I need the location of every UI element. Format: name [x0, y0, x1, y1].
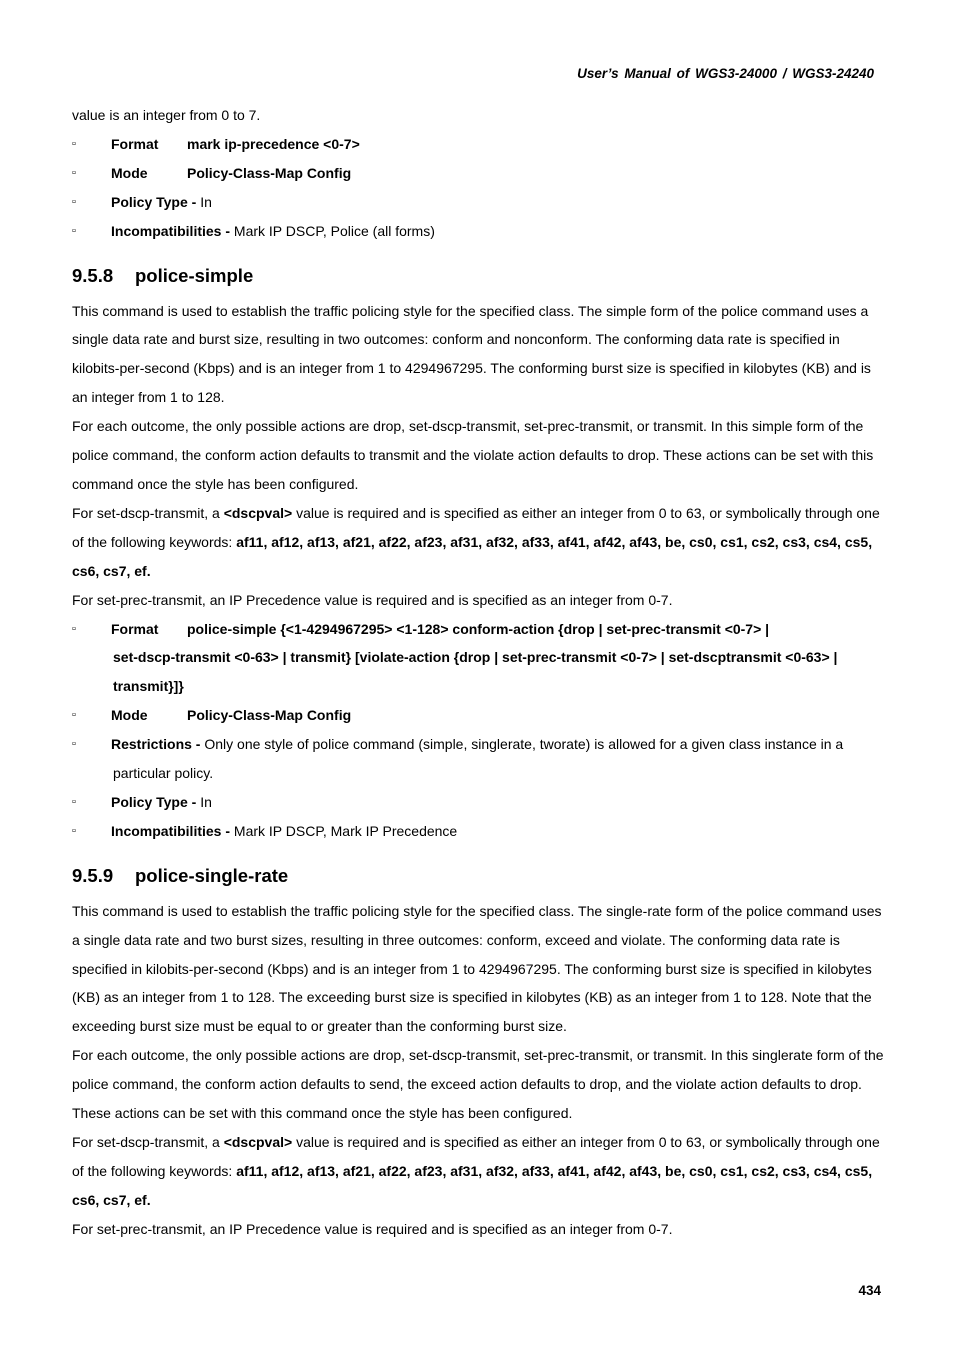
- page-content: [72, 101, 886, 1244]
- s958-incompat-item: [72, 817, 886, 846]
- format-line: transmit}]}: [113, 678, 184, 695]
- mode-value: Policy-Class-Map Config: [187, 707, 352, 724]
- s959-para2: For each outcome, the only possible actions are drop, set-dscp-transmit, set-prec-transmit, or transmit. In this singlerate form of the police command, the conform action defaults to send, the exceed action defaults to drop, and the violate action defaults to drop. These actions can be set with this command once the style has been configured.: [72, 1047, 884, 1122]
- dscpval-term: <dscpval>: [223, 1134, 293, 1150]
- s958-para2: For each outcome, the only possible actions are drop, set-dscp-transmit, set-prec-transmit, or transmit. In this simple form of the police command, the conform action defaults to transmit and the violate action defaults to drop. These actions can be set with this command once the style has been configured.: [72, 418, 874, 492]
- section-number: 9.5.8: [72, 264, 114, 286]
- format-line: set-dscp-transmit <0-63> | transmit} [violate-action {drop | set-prec-transmit <0-7> | set-dscptransmit <0-63> |: [113, 649, 838, 666]
- bullet-icon: ▫: [72, 195, 76, 208]
- policy-type-label: Policy Type -: [111, 793, 197, 810]
- policy-type-label: Policy Type -: [111, 193, 197, 210]
- bullet-icon: ▫: [72, 224, 76, 237]
- section-number: 9.5.9: [72, 864, 114, 886]
- format-label: Format: [111, 620, 159, 637]
- s958-format-item: [72, 615, 886, 702]
- incompat-value: Mark IP DSCP, Mark IP Precedence: [230, 822, 458, 839]
- mode-value: Policy-Class-Map Config: [187, 164, 352, 181]
- s958-policy-type-item: [72, 788, 886, 817]
- s959-para4: For set-prec-transmit, an IP Precedence value is required and is specified as an integer from 0-7.: [72, 1220, 673, 1237]
- prev-mode-item: [72, 159, 886, 188]
- incompat-label: Incompatibilities -: [111, 822, 231, 839]
- bullet-icon: ▫: [72, 166, 76, 179]
- text-run: For set-dscp-transmit, a: [72, 1134, 224, 1150]
- bullet-icon: ▫: [72, 824, 76, 837]
- keyword-list: af11, af12, af13, af21, af22, af23, af31, af32, af33, af41, af42, af43, be, cs0, cs1, cs2, cs3, cs4, cs5, cs6, cs7, ef.: [72, 533, 873, 579]
- bullet-icon: ▫: [72, 137, 76, 150]
- bullet-icon: ▫: [72, 622, 76, 635]
- restrictions-text: Only one style of police command (simple, singlerate, tworate) is allowed for a given class instance in a: [200, 736, 844, 753]
- format-line: police-simple {<1-4294967295> <1-128> conform-action {drop | set-prec-transmit <0-7> |: [187, 620, 770, 637]
- policy-type-value: In: [196, 793, 212, 810]
- s958-para1: This command is used to establish the traffic policing style for the specified class. The simple form of the police command uses a single data rate and burst size, resulting in two outcomes: conform and nonconform. The conforming data rate is specified in kilobits-per-second (Kbps) and is an integer from 1 to 4294967295. The conforming burst size is specified in kilobytes (KB) and is an integer from 1 to 128.: [72, 302, 871, 406]
- incompat-value: Mark IP DSCP, Police (all forms): [230, 222, 435, 239]
- dscpval-term: <dscpval>: [223, 504, 293, 521]
- restrictions-text: particular policy.: [113, 765, 214, 782]
- s958-mode-item: [72, 701, 886, 730]
- bullet-icon: ▫: [72, 709, 76, 722]
- bullet-icon: ▫: [72, 795, 76, 808]
- format-label: Format: [111, 135, 159, 152]
- bullet-icon: ▫: [72, 738, 76, 751]
- intro-text: value is an integer from 0 to 7.: [72, 107, 261, 123]
- text-run: value is required and is specified as either an integer from 0 to 63, or symbolically through one of the following keywords:: [72, 504, 880, 550]
- s958-para4: For set-prec-transmit, an IP Precedence value is required and is specified as an integer from 0-7.: [72, 591, 673, 608]
- s959-para1: This command is used to establish the traffic policing style for the specified class. The single-rate form of the police command uses a single data rate and two burst sizes, resulting in three outcomes: conform, exceed and violate. The conforming data rate is specified in kilobits-per-second (Kbps) and is an integer from 1 to 4294967295. The conforming burst size is specified in kilobytes (KB) as an integer from 1 to 128. The exceeding burst size is specified in kilobytes (KB) as an integer from 1 to 128. Note that the exceeding burst size must be equal to or greater than the conforming burst size.: [72, 902, 882, 1035]
- page-number: 434: [858, 1283, 881, 1298]
- format-value: mark ip-precedence <0-7>: [187, 135, 360, 152]
- section-title: police-single-rate: [135, 864, 289, 886]
- section-title: police-simple: [135, 264, 254, 286]
- section-heading-959: [72, 854, 886, 898]
- prev-policy-type-item: [72, 188, 886, 217]
- incompat-label: Incompatibilities -: [111, 222, 231, 239]
- policy-type-value: In: [196, 193, 212, 210]
- text-run: For set-dscp-transmit, a: [72, 504, 224, 521]
- section-heading-958: [72, 254, 886, 298]
- s959-para3: [72, 1128, 886, 1215]
- prev-format-item: [72, 130, 886, 159]
- s958-restrictions-item: [72, 730, 886, 788]
- keyword-list: af11, af12, af13, af21, af22, af23, af31, af32, af33, af41, af42, af43, be, cs0, cs1, cs2, cs3, cs4, cs5, cs6, cs7, ef.: [72, 1162, 873, 1208]
- page-header: User’s Manual of WGS3-24000 / WGS3-24240: [577, 66, 874, 81]
- mode-label: Mode: [111, 164, 148, 181]
- text-run: value is required and is specified as either an integer from 0 to 63, or symbolically through one of the following keywords:: [72, 1134, 880, 1179]
- restrictions-label: Restrictions -: [111, 736, 201, 753]
- mode-label: Mode: [111, 707, 148, 724]
- prev-incompat-item: [72, 217, 886, 246]
- s958-para3: [72, 499, 886, 586]
